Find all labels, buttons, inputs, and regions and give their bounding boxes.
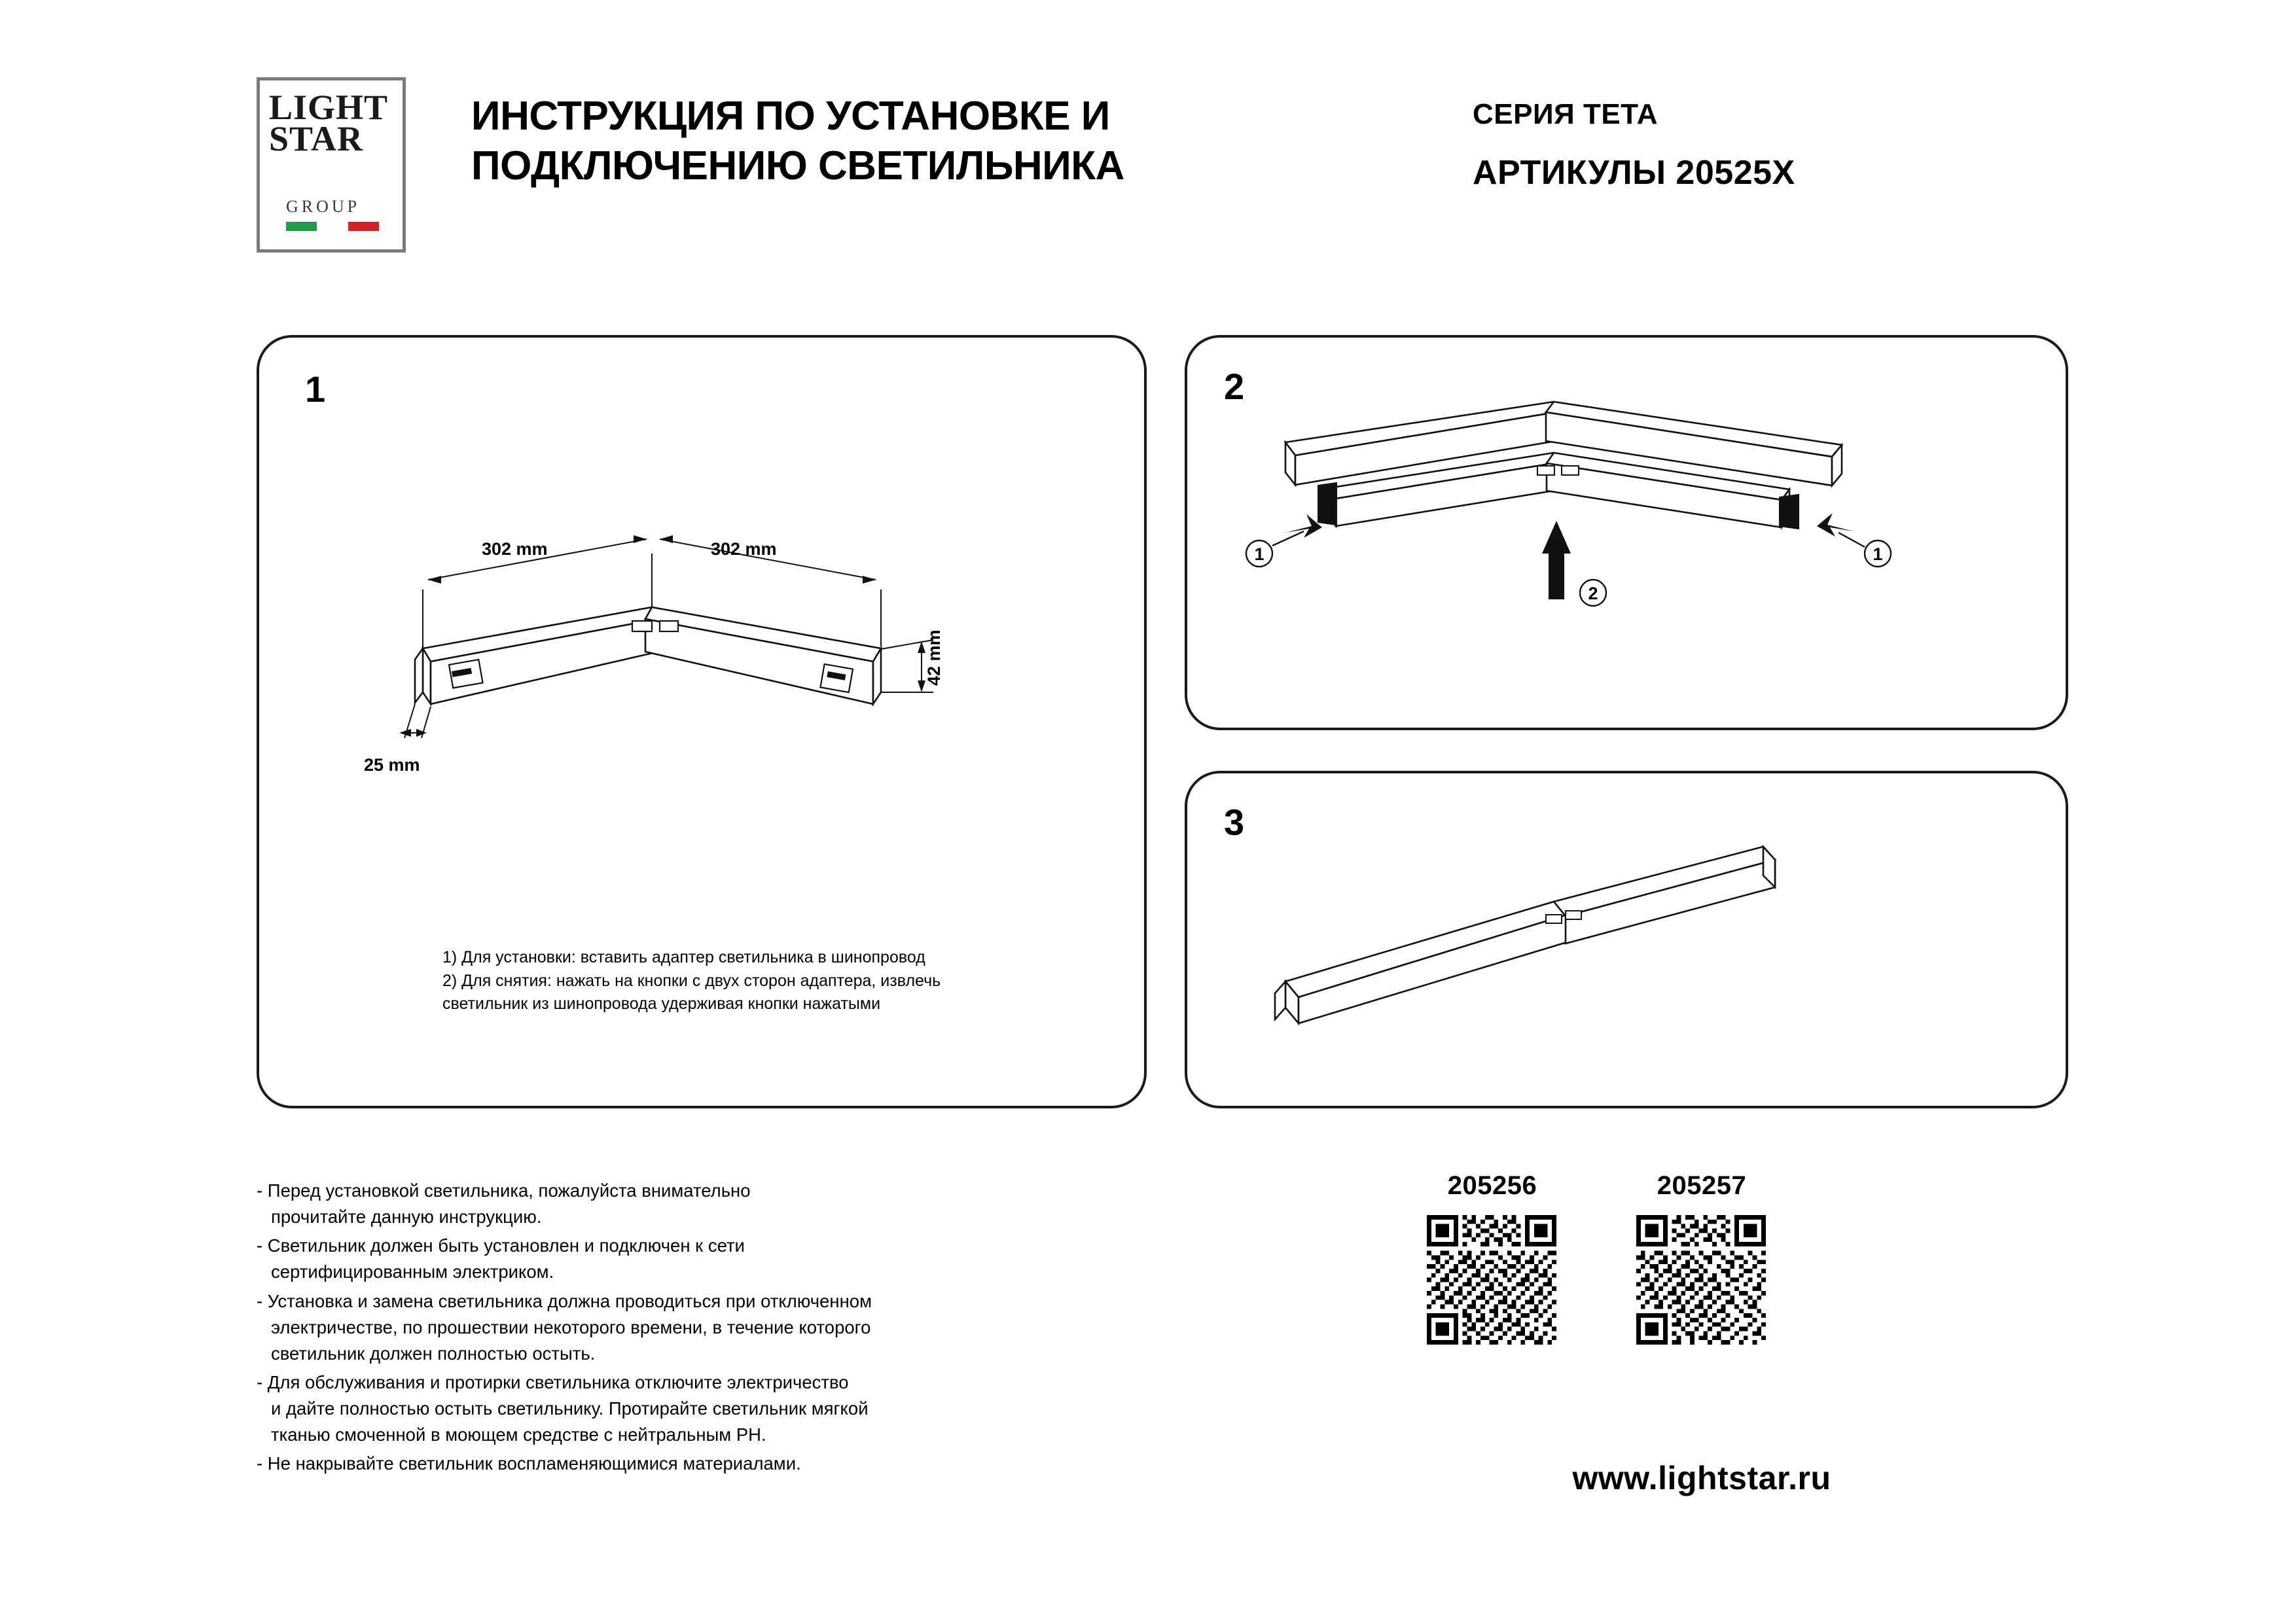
callout-2: 2 <box>1588 584 1598 603</box>
dimension-right-label: 302 mm <box>711 539 777 559</box>
step-panel-1 <box>257 335 1147 1108</box>
page-title: ИНСТРУКЦИЯ ПО УСТАНОВКЕ И ПОДКЛЮЧЕНИЮ СВЕТИЛЬНИКА <box>471 94 1124 188</box>
brand-logo-line-1: LIGHT <box>269 88 389 127</box>
panel-1-note-3: светильник из шинопровода удерживая кнопки нажатыми <box>442 995 881 1013</box>
document-header <box>0 65 2296 275</box>
dimension-left-label: 302 mm <box>482 539 548 559</box>
step-number-1: 1 <box>305 368 326 410</box>
step-panel-3 <box>1185 771 2068 1108</box>
qr-block-205257 <box>1636 1171 1767 1345</box>
safety-note-4: - Для обслуживания и протирки светильника отключите электричество и дайте полностью остыть светильнику. Протирайте светильник мягкой тканью смоченной в моющем средстве с нейтральным РН. <box>257 1371 869 1445</box>
brand-logo-group: GROUP <box>286 197 361 216</box>
installation-diagram <box>1187 357 2071 724</box>
callout-1-left: 1 <box>1254 544 1265 564</box>
brand-logo <box>257 77 406 253</box>
safety-note-3: - Установка и замена светильника должна проводиться при отключенном электричестве, по прошествии некоторого времени, в течение которого светильник должен полностью остыть. <box>257 1290 872 1364</box>
safety-notes <box>257 1178 1081 1480</box>
panel-1-note-2: 2) Для снятия: нажать на кнопки с двух сторон адаптера, извлечь <box>442 971 941 990</box>
step-number-3: 3 <box>1224 802 1245 843</box>
step-panel-2 <box>1185 335 2068 730</box>
safety-note-5: - Не накрывайте светильник воспламеняющимися материалами. <box>257 1453 801 1474</box>
panel-1-note-1: 1) Для установки: вставить адаптер светильника в шинопровод <box>442 948 925 966</box>
qr-code-icon-1[interactable] <box>1427 1215 1556 1345</box>
assembled-fixture-diagram <box>1187 819 2071 1094</box>
callout-1-right: 1 <box>1873 544 1883 564</box>
panel-1-notes <box>442 946 1162 1016</box>
safety-note-2: - Светильник должен быть установлен и подключен к сети сертифицированным электриком. <box>257 1235 745 1282</box>
dimension-width-label: 25 mm <box>364 755 420 775</box>
header-meta <box>1473 98 2062 192</box>
brand-logo-line-2: STAR <box>269 118 364 158</box>
brand-logo-text <box>269 88 400 158</box>
articles-label: АРТИКУЛЫ 20525Х <box>1473 154 1795 192</box>
qr-block-205256 <box>1427 1171 1558 1345</box>
qr-label-2: 205257 <box>1657 1171 1747 1200</box>
qr-code-icon-2[interactable] <box>1636 1215 1766 1345</box>
italian-flag-icon <box>286 222 379 231</box>
step-number-2: 2 <box>1224 366 1245 407</box>
website-url[interactable]: www.lightstar.ru <box>1572 1460 1831 1496</box>
series-label: СЕРИЯ ТЕТА <box>1473 98 1659 130</box>
dimension-height-label: 42 mm <box>924 629 944 686</box>
safety-note-1: - Перед установкой светильника, пожалуйста внимательно прочитайте данную инструкцию. <box>257 1180 751 1227</box>
qr-section <box>1427 1171 1964 1345</box>
fixture-dimension-diagram <box>259 455 1149 927</box>
qr-label-1: 205256 <box>1447 1171 1537 1200</box>
